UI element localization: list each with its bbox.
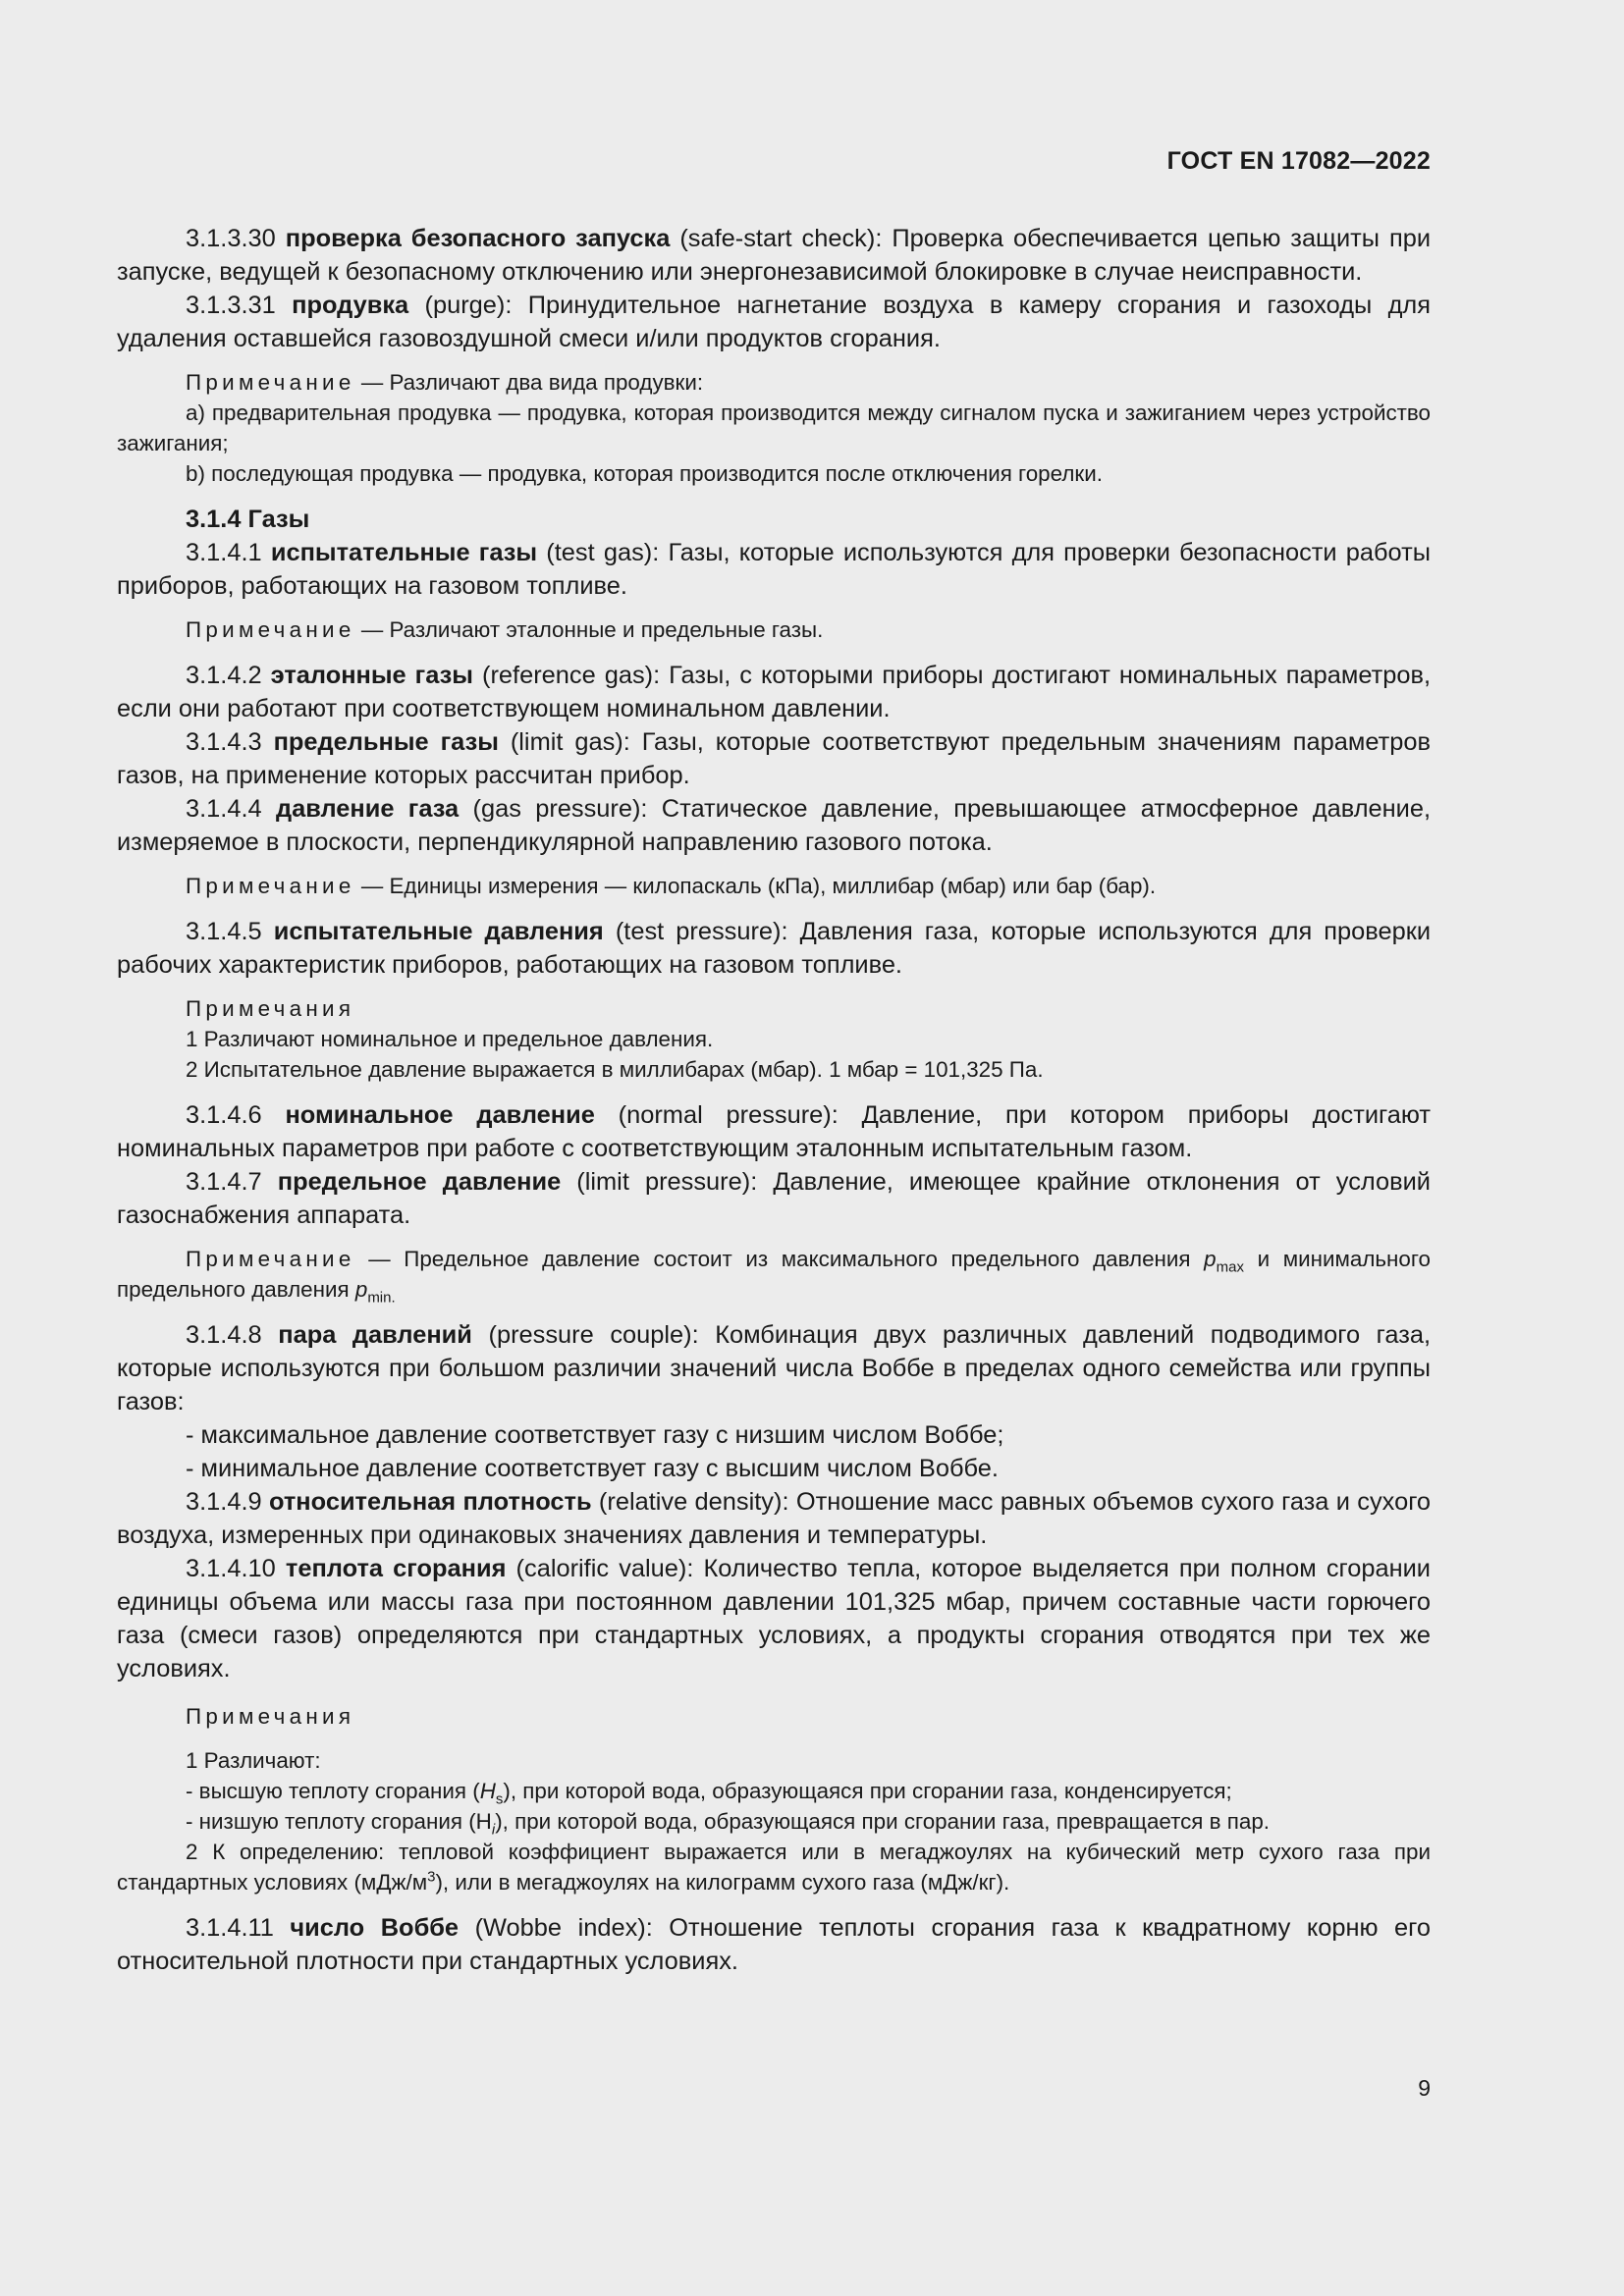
- clause-number: 3.1.4.1: [186, 539, 262, 566]
- clause-number: 3.1.3.30: [186, 225, 276, 252]
- definition-text: (safe-start check): Проверка обеспечивается цепью защиты при запуске, ведущей к безопасному отключению или энергонезависимой блокировке в случае неисправности.: [117, 225, 1432, 286]
- term: число Воббе: [290, 1914, 460, 1942]
- note-label: Примечание: [186, 874, 355, 898]
- symbol-p: p: [354, 1277, 368, 1302]
- page-number: 9: [1418, 2075, 1431, 2101]
- definition-text: (calorific value): Количество тепла, которое выделяется при полном сгорании единицы объема или массы газа при постоянном давлении 101,325 мбар, причем составные части горючего газа (смеси газов) определяются при стандартных условиях, а продукты сгорания отводятся при тех же условиях.: [117, 1555, 1431, 1682]
- definition-text: (test pressure): Давления газа, которые используются для проверки рабочих характеристик приборов, работающих на газовом топливе.: [117, 918, 1432, 979]
- list-item: - максимальное давление соответствует газу с низшим числом Воббе;: [186, 1421, 1004, 1449]
- definition-3-1-4-2: [117, 659, 1431, 725]
- term: пара давлений: [278, 1321, 472, 1349]
- note-units: [117, 871, 1431, 901]
- clause-number: 3.1.4.10: [186, 1555, 276, 1582]
- clause-number: 3.1.4.5: [186, 918, 262, 945]
- note-gas: [117, 614, 1431, 645]
- term: предельные газы: [273, 728, 499, 756]
- notes-pressure: [117, 993, 1431, 1085]
- note-item-1: 1 Различают номинальное и предельное давления.: [186, 1027, 714, 1051]
- definition-text: (relative density): Отношение масс равных объемов сухого газа и сухого воздуха, измеренных при одинаковых значениях давления и температуры.: [117, 1488, 1432, 1549]
- note-subitem-hs: - высшую теплоту сгорания $(H_s)$, при которой вода, образующаяся при сгорании газа, конденсируется;: [186, 1779, 1232, 1808]
- definition-text: (purge): Принудительное нагнетание воздуха в камеру сгорания и газоходы для удаления оставшейся газовоздушной смеси и/или продуктов сгорания.: [117, 292, 1432, 352]
- symbol-h: H: [479, 1779, 496, 1803]
- definition-3-1-4-5: [117, 915, 1431, 982]
- definition-3-1-4-3: [117, 725, 1431, 792]
- list-item: - минимальное давление соответствует газу с высшим числом Воббе.: [186, 1455, 999, 1482]
- note-text: — Единицы измерения — килопаскаль (кПа), миллибар (мбар) или бар (бар).: [360, 874, 1157, 898]
- clause-number: 3.1.3.31: [186, 292, 276, 319]
- term: относительная плотность: [269, 1488, 592, 1516]
- definition-text: (Wobbe index): Отношение теплоты сгорания газа к квадратному корню его относительной плотности при стандартных условиях.: [117, 1914, 1431, 1975]
- term: эталонные газы: [270, 662, 473, 689]
- notes-label: Примечания: [186, 1704, 355, 1729]
- note-item-b: b) последующая продувка — продувка, которая производится после отключения горелки.: [186, 461, 1103, 486]
- term: испытательные газы: [270, 539, 538, 566]
- note-label: Примечание: [186, 370, 355, 395]
- clause-number: 3.1.4.8: [186, 1321, 262, 1349]
- note-purge: [117, 367, 1431, 489]
- note-subitem-hi: - низшую теплоту сгорания $(H_i)$, при которой вода, образующаяся при сгорании газа, превращается в пар.: [186, 1809, 1271, 1839]
- note-item-2: 2 Испытательное давление выражается в миллибарах (мбар). 1 мбар = 101,325 Па.: [186, 1057, 1044, 1082]
- definition-text: (limit pressure): Давление, имеющее крайние отклонения от условий газоснабжения аппарата.: [117, 1168, 1431, 1229]
- definition-3-1-4-7: [117, 1165, 1431, 1232]
- definition-3-1-3-30: [117, 222, 1431, 289]
- note-label: Примечание: [186, 617, 355, 642]
- clause-number: 3.1.4.11: [186, 1914, 274, 1942]
- term: давление газа: [275, 795, 460, 823]
- symbol-p: p: [1204, 1247, 1217, 1271]
- document-body: [117, 222, 1431, 1978]
- note-limit-pressure: Примечание — Предельное давление состоит из максимального предельного давления $p_{max}$ и минимального предельного давления $p_{min.}$: [117, 1247, 1431, 1307]
- note-text: — Различают два вида продувки:: [360, 370, 704, 395]
- clause-number: 3.1.4.4: [186, 795, 262, 823]
- definition-3-1-4-10: [117, 1552, 1431, 1685]
- note-text: — Различают эталонные и предельные газы.: [360, 617, 824, 642]
- term: проверка безопасного запуска: [285, 225, 671, 252]
- definition-3-1-4-6: [117, 1098, 1431, 1165]
- note-label: Примечание: [186, 1247, 355, 1271]
- definition-text: (normal pressure): Давление, при котором приборы достигают номинальных параметров при работе с соответствующим эталонным испытательным газом.: [117, 1101, 1431, 1162]
- definition-3-1-4-1: [117, 536, 1431, 603]
- definition-text: (pressure couple): Комбинация двух различных давлений подводимого газа, которые используются при большом различии значений числа Воббе в пределах одного семейства или группы газов:: [117, 1321, 1432, 1415]
- term: продувка: [292, 292, 409, 319]
- section-heading-3-1-4: 3.1.4 Газы: [186, 506, 310, 533]
- definition-3-1-4-8: [117, 1318, 1431, 1418]
- clause-number: 3.1.4.3: [186, 728, 262, 756]
- document-header: ГОСТ EN 17082—2022: [1166, 147, 1431, 175]
- clause-number: 3.1.4.6: [186, 1101, 262, 1129]
- term: предельное давление: [277, 1168, 562, 1196]
- definition-3-1-3-31: [117, 289, 1431, 355]
- term: теплота сгорания: [285, 1555, 507, 1582]
- note-item-1: 1 Различают:: [186, 1748, 321, 1773]
- term: номинальное давление: [285, 1101, 595, 1129]
- definition-text: (test gas): Газы, которые используются для проверки безопасности работы приборов, работающих на газовом топливе.: [117, 539, 1432, 600]
- clause-number: 3.1.4.7: [186, 1168, 262, 1196]
- clause-number: 3.1.4.9: [186, 1488, 262, 1516]
- definition-text: (gas pressure): Статическое давление, превышающее атмосферное давление, измеряемое в плоскости, перпендикулярной направлению газового потока.: [117, 795, 1432, 856]
- definition-3-1-4-4: [117, 792, 1431, 859]
- note-item-2: 2 К определению: тепловой коэффициент выражается или в мегаджоулях на кубический метр сухого газа при стандартных условиях $(мДж/м^3)$, или в мегаджоулях на килограмм сухого газа (мДж/кг).: [117, 1840, 1431, 1895]
- definition-text: (limit gas): Газы, которые соответствуют предельным значениям параметров газов, на применение которых рассчитан прибор.: [117, 728, 1431, 789]
- definition-3-1-4-9: [117, 1485, 1431, 1552]
- note-item-a: а) предварительная продувка — продувка, которая производится между сигналом пуска и зажиганием через устройство зажигания;: [117, 400, 1431, 455]
- notes-label: Примечания: [186, 996, 355, 1021]
- term: испытательные давления: [273, 918, 604, 945]
- definition-text: (reference gas): Газы, с которыми приборы достигают номинальных параметров, если они работают при соответствующем номинальном давлении.: [117, 662, 1432, 722]
- clause-number: 3.1.4.2: [186, 662, 262, 689]
- notes-calorific: [117, 1701, 1431, 1897]
- definition-3-1-4-11: [117, 1911, 1431, 1978]
